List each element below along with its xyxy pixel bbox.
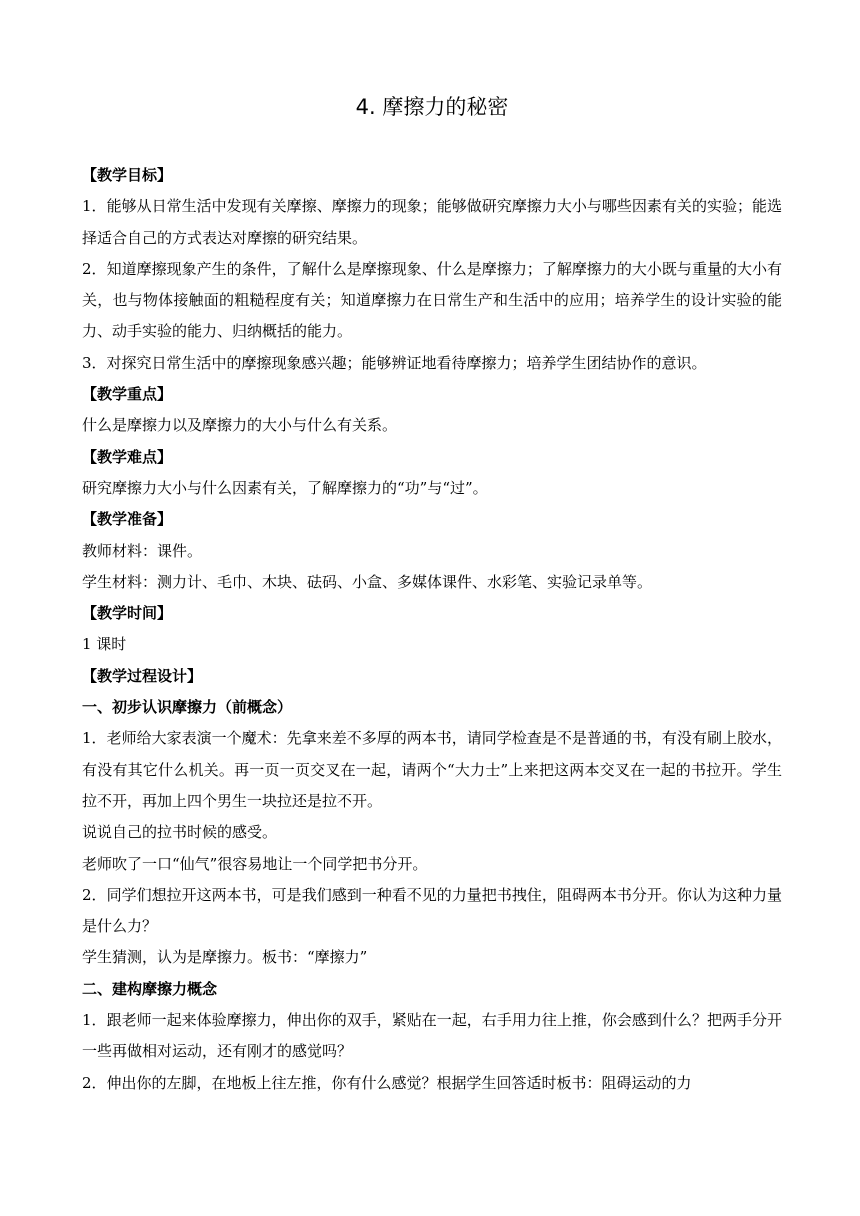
part2-paragraph-1: 1．跟老师一起来体验摩擦力，伸出你的双手，紧贴在一起，右手用力往上推，你会感到什么？把两手分开一些再做相对运动，还有刚才的感觉吗？ bbox=[82, 1011, 782, 1061]
part1-paragraph-4: 2．同学们想拉开这两本书，可是我们感到一种看不见的力量把书拽住，阻碍两本书分开。你认为这种力量是什么力？ bbox=[82, 885, 782, 936]
section-heading-process: 【教学过程设计】 bbox=[82, 666, 203, 685]
goal-paragraph-1: 1．能够从日常生活中发现有关摩擦、摩擦力的现象；能够做研究摩擦力大小与哪些因素有关的实验；能选择适合自己的方式表达对摩擦的研究结果。 bbox=[82, 197, 782, 247]
time-text: 1 课时 bbox=[82, 635, 127, 654]
section-heading-time: 【教学时间】 bbox=[82, 604, 173, 623]
document-body bbox=[82, 88, 782, 1099]
section-heading-preparation: 【教学准备】 bbox=[82, 510, 173, 529]
goal-paragraph-2: 2．知道摩擦现象产生的条件，了解什么是摩擦现象、什么是摩擦力；了解摩擦力的大小既与重量的大小有关，也与物体接触面的粗糙程度有关；知道摩擦力在日常生产和生活中的应用；培养学生的设计实验的能力、动手实验的能力、归纳概括的能力。 bbox=[82, 259, 782, 341]
part1-heading: 一、初步认识摩擦力（前概念） bbox=[82, 698, 293, 717]
section-heading-difficulties: 【教学难点】 bbox=[82, 447, 173, 466]
part1-paragraph-2: 说说自己的拉书时候的感受。 bbox=[82, 823, 278, 842]
difficulties-text: 研究摩擦力大小与什么因素有关，了解摩擦力的“功”与“过”。 bbox=[82, 478, 488, 497]
section-heading-goals: 【教学目标】 bbox=[82, 166, 173, 184]
part1-paragraph-1: 1．老师给大家表演一个魔术：先拿来差不多厚的两本书，请同学检查是不是普通的书，有没有刷上胶水，有没有其它什么机关。再一页一页交叉在一起，请两个“大力士”上来把这两本交叉在一起的书拉开。学生拉不开，再加上四个男生一块拉还是拉不开。 bbox=[82, 729, 782, 810]
goal-paragraph-3: 3．对探究日常生活中的摩擦现象感兴趣；能够辨证地看待摩擦力；培养学生团结协作的意识。 bbox=[82, 353, 707, 372]
preparation-student-materials: 学生材料：测力计、毛巾、木块、砝码、小盒、多媒体课件、水彩笔、实验记录单等。 bbox=[82, 572, 653, 591]
key-points-text: 什么是摩擦力以及摩擦力的大小与什么有关系。 bbox=[82, 416, 398, 435]
preparation-teacher-materials: 教师材料：课件。 bbox=[82, 541, 203, 560]
part1-paragraph-5: 学生猜测，认为是摩擦力。板书：“摩擦力” bbox=[82, 948, 368, 967]
part2-paragraph-2: 2．伸出你的左脚，在地板上往左推，你有什么感觉？根据学生回答适时板书：阻碍运动的力 bbox=[82, 1073, 692, 1092]
part1-paragraph-3: 老师吹了一口“仙气”很容易地让一个同学把书分开。 bbox=[82, 854, 428, 873]
part2-heading: 二、建构摩擦力概念 bbox=[82, 979, 218, 998]
section-heading-key-points: 【教学重点】 bbox=[82, 385, 173, 404]
page-title: 4. 摩擦力的秘密 bbox=[355, 95, 509, 119]
